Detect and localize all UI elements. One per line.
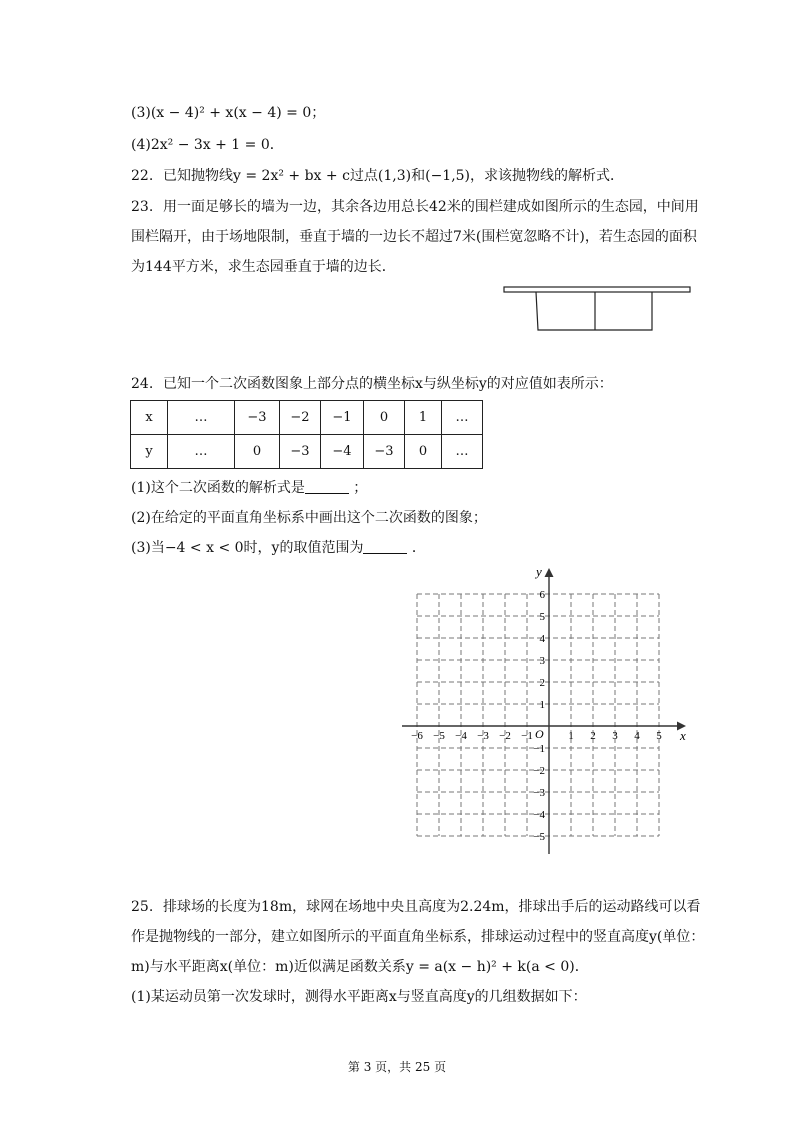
q23-number: 23. — [131, 199, 154, 215]
x-axis-label: x — [680, 728, 686, 743]
y-tick-labels — [533, 589, 545, 843]
y-axis-label: y — [536, 564, 542, 579]
q24-part1-end: ； — [353, 480, 368, 496]
q21-part3: (3)(x − 4)² + x(x − 4) = 0； — [131, 105, 326, 121]
grid-lines — [417, 594, 659, 836]
table-cell: y — [131, 435, 168, 469]
y-axis-arrow-icon — [545, 568, 554, 577]
table-cell: −2 — [280, 401, 321, 435]
x-tick-label: −3 — [477, 730, 489, 742]
q25-line4: (1)某运动员第一次发球时，测得水平距离x与竖直高度y的几组数据如下： — [131, 989, 587, 1005]
fence-diagram — [500, 284, 700, 334]
y-tick-label: −2 — [533, 765, 545, 777]
q22 — [131, 166, 624, 186]
q21-part4: (4)2x² − 3x + 1 = 0． — [131, 137, 284, 153]
y-tick-label: −4 — [533, 809, 545, 821]
fence-outline — [536, 292, 652, 330]
coordinate-grid — [398, 560, 708, 860]
x-tick-label: −6 — [411, 730, 423, 742]
table-cell: 0 — [235, 435, 280, 469]
table-cell: … — [442, 401, 483, 435]
y-tick-label: −1 — [533, 743, 545, 755]
table-cell: … — [442, 435, 483, 469]
q24-part2: (2)在给定的平面直角坐标系中画出这个二次函数的图象； — [131, 510, 487, 526]
table-cell: −3 — [364, 435, 405, 469]
y-tick-label: −3 — [533, 787, 545, 799]
q23-line2: 围栏隔开，由于场地限制，垂直于墙的一边长不超过7米(围栏宽忽略不计)，若生态园的面积 — [131, 229, 697, 245]
q25-line1: 排球场的长度为18m，球网在场地中央且高度为2.24m，排球出手后的运动路线可以看 — [163, 899, 701, 915]
y-tick-label: 2 — [539, 677, 545, 689]
q25 — [131, 892, 705, 1012]
table-cell: −4 — [321, 435, 364, 469]
answer-blank[interactable] — [363, 539, 407, 554]
q24-part3-text: (3)当−4 < x < 0时，y的取值范围为 — [131, 540, 364, 556]
q23-line3: 为144平方米，求生态园垂直于墙的边长． — [131, 259, 396, 275]
y-tick-label: 5 — [539, 611, 545, 623]
table-cell: x — [131, 401, 168, 435]
y-tick-label: −5 — [533, 831, 545, 843]
x-tick-label: −5 — [433, 730, 445, 742]
table-row — [131, 435, 483, 469]
x-tick-label: 5 — [656, 730, 662, 742]
q24-part3-end: ． — [411, 540, 426, 556]
q25-number: 25. — [131, 899, 154, 915]
table-cell: … — [168, 435, 235, 469]
q24-number: 24. — [131, 376, 154, 392]
table-cell: 1 — [405, 401, 442, 435]
x-tick-label: −2 — [499, 730, 511, 742]
q24-intro — [131, 374, 613, 394]
q23-line1: 用一面足够长的墙为一边，其余各边用总长42米的围栏建成如图所示的生态园，中间用 — [163, 199, 699, 215]
table-cell: −3 — [235, 401, 280, 435]
x-tick-label: 3 — [612, 730, 618, 742]
x-tick-label: −4 — [455, 730, 467, 742]
x-tick-label: −1 — [521, 730, 533, 742]
value-table — [130, 400, 483, 469]
q23 — [131, 192, 699, 282]
y-tick-label: 4 — [539, 633, 545, 645]
wall — [504, 287, 690, 292]
q24-part3 — [131, 538, 426, 558]
origin-label: O — [535, 727, 544, 741]
q22-text: 已知抛物线y = 2x² + bx + c过点(1,3)和(−1,5)，求该抛物线的解析式． — [163, 168, 625, 184]
table-cell: −1 — [321, 401, 364, 435]
x-tick-label: 2 — [590, 730, 596, 742]
y-tick-label: 1 — [539, 699, 545, 711]
y-tick-label: 3 — [539, 655, 545, 667]
table-cell: 0 — [405, 435, 442, 469]
q24-part1 — [131, 478, 367, 498]
q24-intro-text: 已知一个二次函数图象上部分点的横坐标x与纵坐标y的对应值如表所示： — [163, 376, 613, 392]
y-tick-label: 6 — [539, 589, 545, 601]
table-cell: 0 — [364, 401, 405, 435]
x-tick-label: 4 — [634, 730, 640, 742]
x-tick-label: 1 — [568, 730, 574, 742]
q22-number: 22. — [131, 168, 154, 184]
q25-line3: m)与水平距离x(单位：m)近似满足函数关系y = a(x − h)² + k(a < 0)． — [131, 959, 589, 975]
q24-part1-text: (1)这个二次函数的解析式是 — [131, 480, 305, 496]
table-cell: −3 — [280, 435, 321, 469]
table-row — [131, 401, 483, 435]
page-footer: 第 3 页，共 25 页 — [347, 1060, 447, 1074]
answer-blank[interactable] — [305, 479, 349, 494]
table-cell: … — [168, 401, 235, 435]
q25-line2: 作是抛物线的一部分，建立如图所示的平面直角坐标系，排球运动过程中的竖直高度y(单位： — [131, 929, 705, 945]
